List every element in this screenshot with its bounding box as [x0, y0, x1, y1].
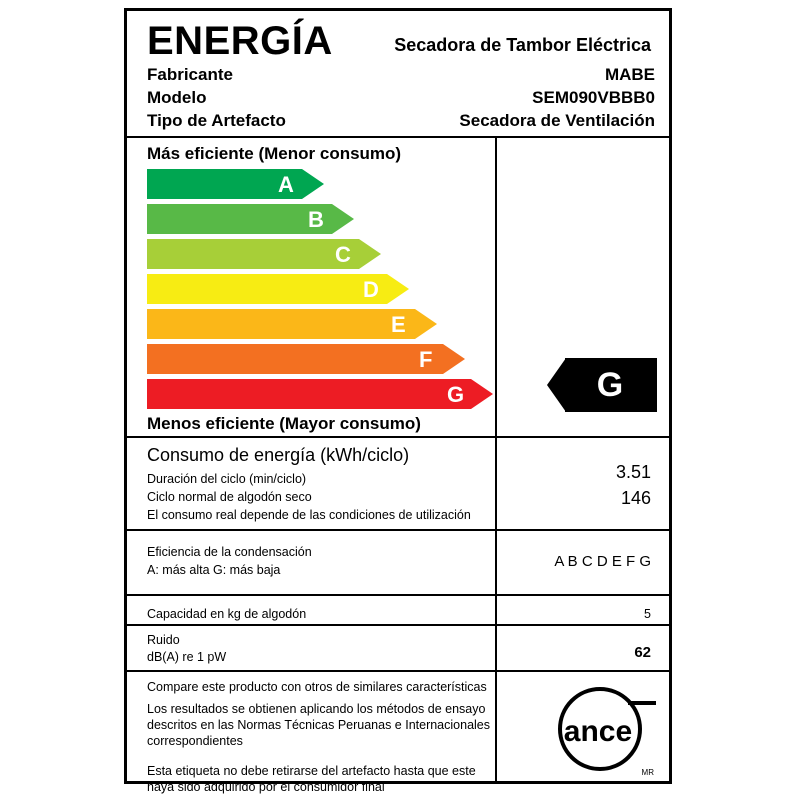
model-label: Modelo [147, 88, 207, 107]
efficiency-bar-g [147, 379, 492, 409]
noise-unit-label: dB(A) re 1 pW [147, 650, 227, 664]
efficiency-bar-e [147, 309, 492, 339]
efficiency-top-text: Más eficiente (Menor consumo) [147, 144, 402, 163]
bar-body [147, 344, 443, 374]
efficiency-bottom-text: Menos eficiente (Mayor consumo) [147, 414, 421, 433]
consumption-value: 3.51 [615, 462, 651, 482]
header-row-model [147, 86, 655, 109]
efficiency-bar-a [147, 169, 492, 199]
consumption-title: Consumo de energía (kWh/ciclo) [147, 445, 410, 465]
energia-title: ENERGÍA [147, 19, 333, 63]
header-info-rows [147, 63, 655, 132]
ance-logo [542, 683, 662, 779]
footer-line-2: Los resultados se obtienen aplicando los métodos de ensayo descritos en las Normas Técnicas Peruanas e Internacionales correspondientes [147, 702, 490, 748]
bar-letter: D [363, 277, 379, 302]
bar-tip [332, 204, 354, 234]
efficiency-bar-f [147, 344, 492, 374]
divider-capacity [127, 624, 669, 626]
bar-body [147, 309, 415, 339]
manufacturer-value: MABE [604, 65, 655, 84]
manufacturer-label: Fabricante [147, 65, 233, 84]
rating-letter: G [596, 366, 624, 404]
rating-arrow [547, 358, 657, 412]
bar-tip [387, 274, 409, 304]
bar-letter: G [447, 382, 465, 407]
bar-body [147, 274, 387, 304]
capacity-value: 5 [644, 607, 651, 621]
efficiency-bar-d [147, 274, 492, 304]
divider-noise [127, 670, 669, 672]
divider-condensation [127, 594, 669, 596]
condensation-value: A B C D E F G [554, 553, 651, 570]
condensation-label: Eficiencia de la condensación [147, 545, 312, 559]
ance-trademark: MR [641, 768, 654, 777]
bar-body [147, 379, 471, 409]
bar-letter: C [335, 242, 351, 267]
noise-value: 62 [634, 644, 651, 661]
energy-label-frame [124, 8, 672, 794]
divider-consumption [127, 529, 669, 531]
appliance-type-title: Secadora de Tambor Eléctrica [394, 35, 651, 55]
bar-tip [471, 379, 493, 409]
bar-letter: F [419, 347, 433, 372]
footer-line-3: Esta etiqueta no debe retirarse del artefacto hasta que este haya sido adquirido por el consumidor final [147, 764, 476, 794]
bar-letter: E [391, 312, 406, 337]
appliance-type-label: Tipo de Artefacto [147, 111, 286, 130]
ance-logo-graphic [542, 683, 662, 779]
condensation-scale-note: A: más alta G: más baja [147, 563, 281, 577]
bar-body [147, 204, 332, 234]
divider-header [127, 136, 669, 138]
capacity-label: Capacidad en kg de algodón [147, 607, 307, 621]
bar-tip [415, 309, 437, 339]
bar-tip [359, 239, 381, 269]
appliance-type-value: Secadora de Ventilación [459, 111, 655, 130]
bar-body [147, 239, 359, 269]
bar-tip [443, 344, 465, 374]
divider-efficiency [127, 436, 669, 438]
model-value: SEM090VBBB0 [532, 88, 655, 107]
efficiency-bar-c [147, 239, 492, 269]
header-row-manufacturer [147, 63, 655, 86]
label-header [127, 11, 669, 136]
header-row-appliance-type [147, 109, 655, 132]
noise-label: Ruido [147, 633, 180, 647]
bar-tip [302, 169, 324, 199]
consumption-note: El consumo real depende de las condiciones de utilización [147, 508, 471, 522]
svg-text:ance: ance [563, 715, 633, 748]
bar-letter: B [308, 207, 324, 232]
cycle-duration-value: 146 [620, 488, 651, 508]
bar-letter: A [278, 172, 294, 197]
footer-line-1: Compare este producto con otros de similares características [147, 680, 487, 694]
normal-dry-cotton-label: Ciclo normal de algodón seco [147, 490, 312, 504]
divider-vertical-efficiency [495, 136, 497, 436]
efficiency-bar-b [147, 204, 492, 234]
efficiency-bars [147, 169, 492, 414]
cycle-duration-label: Duración del ciclo (min/ciclo) [147, 472, 307, 486]
